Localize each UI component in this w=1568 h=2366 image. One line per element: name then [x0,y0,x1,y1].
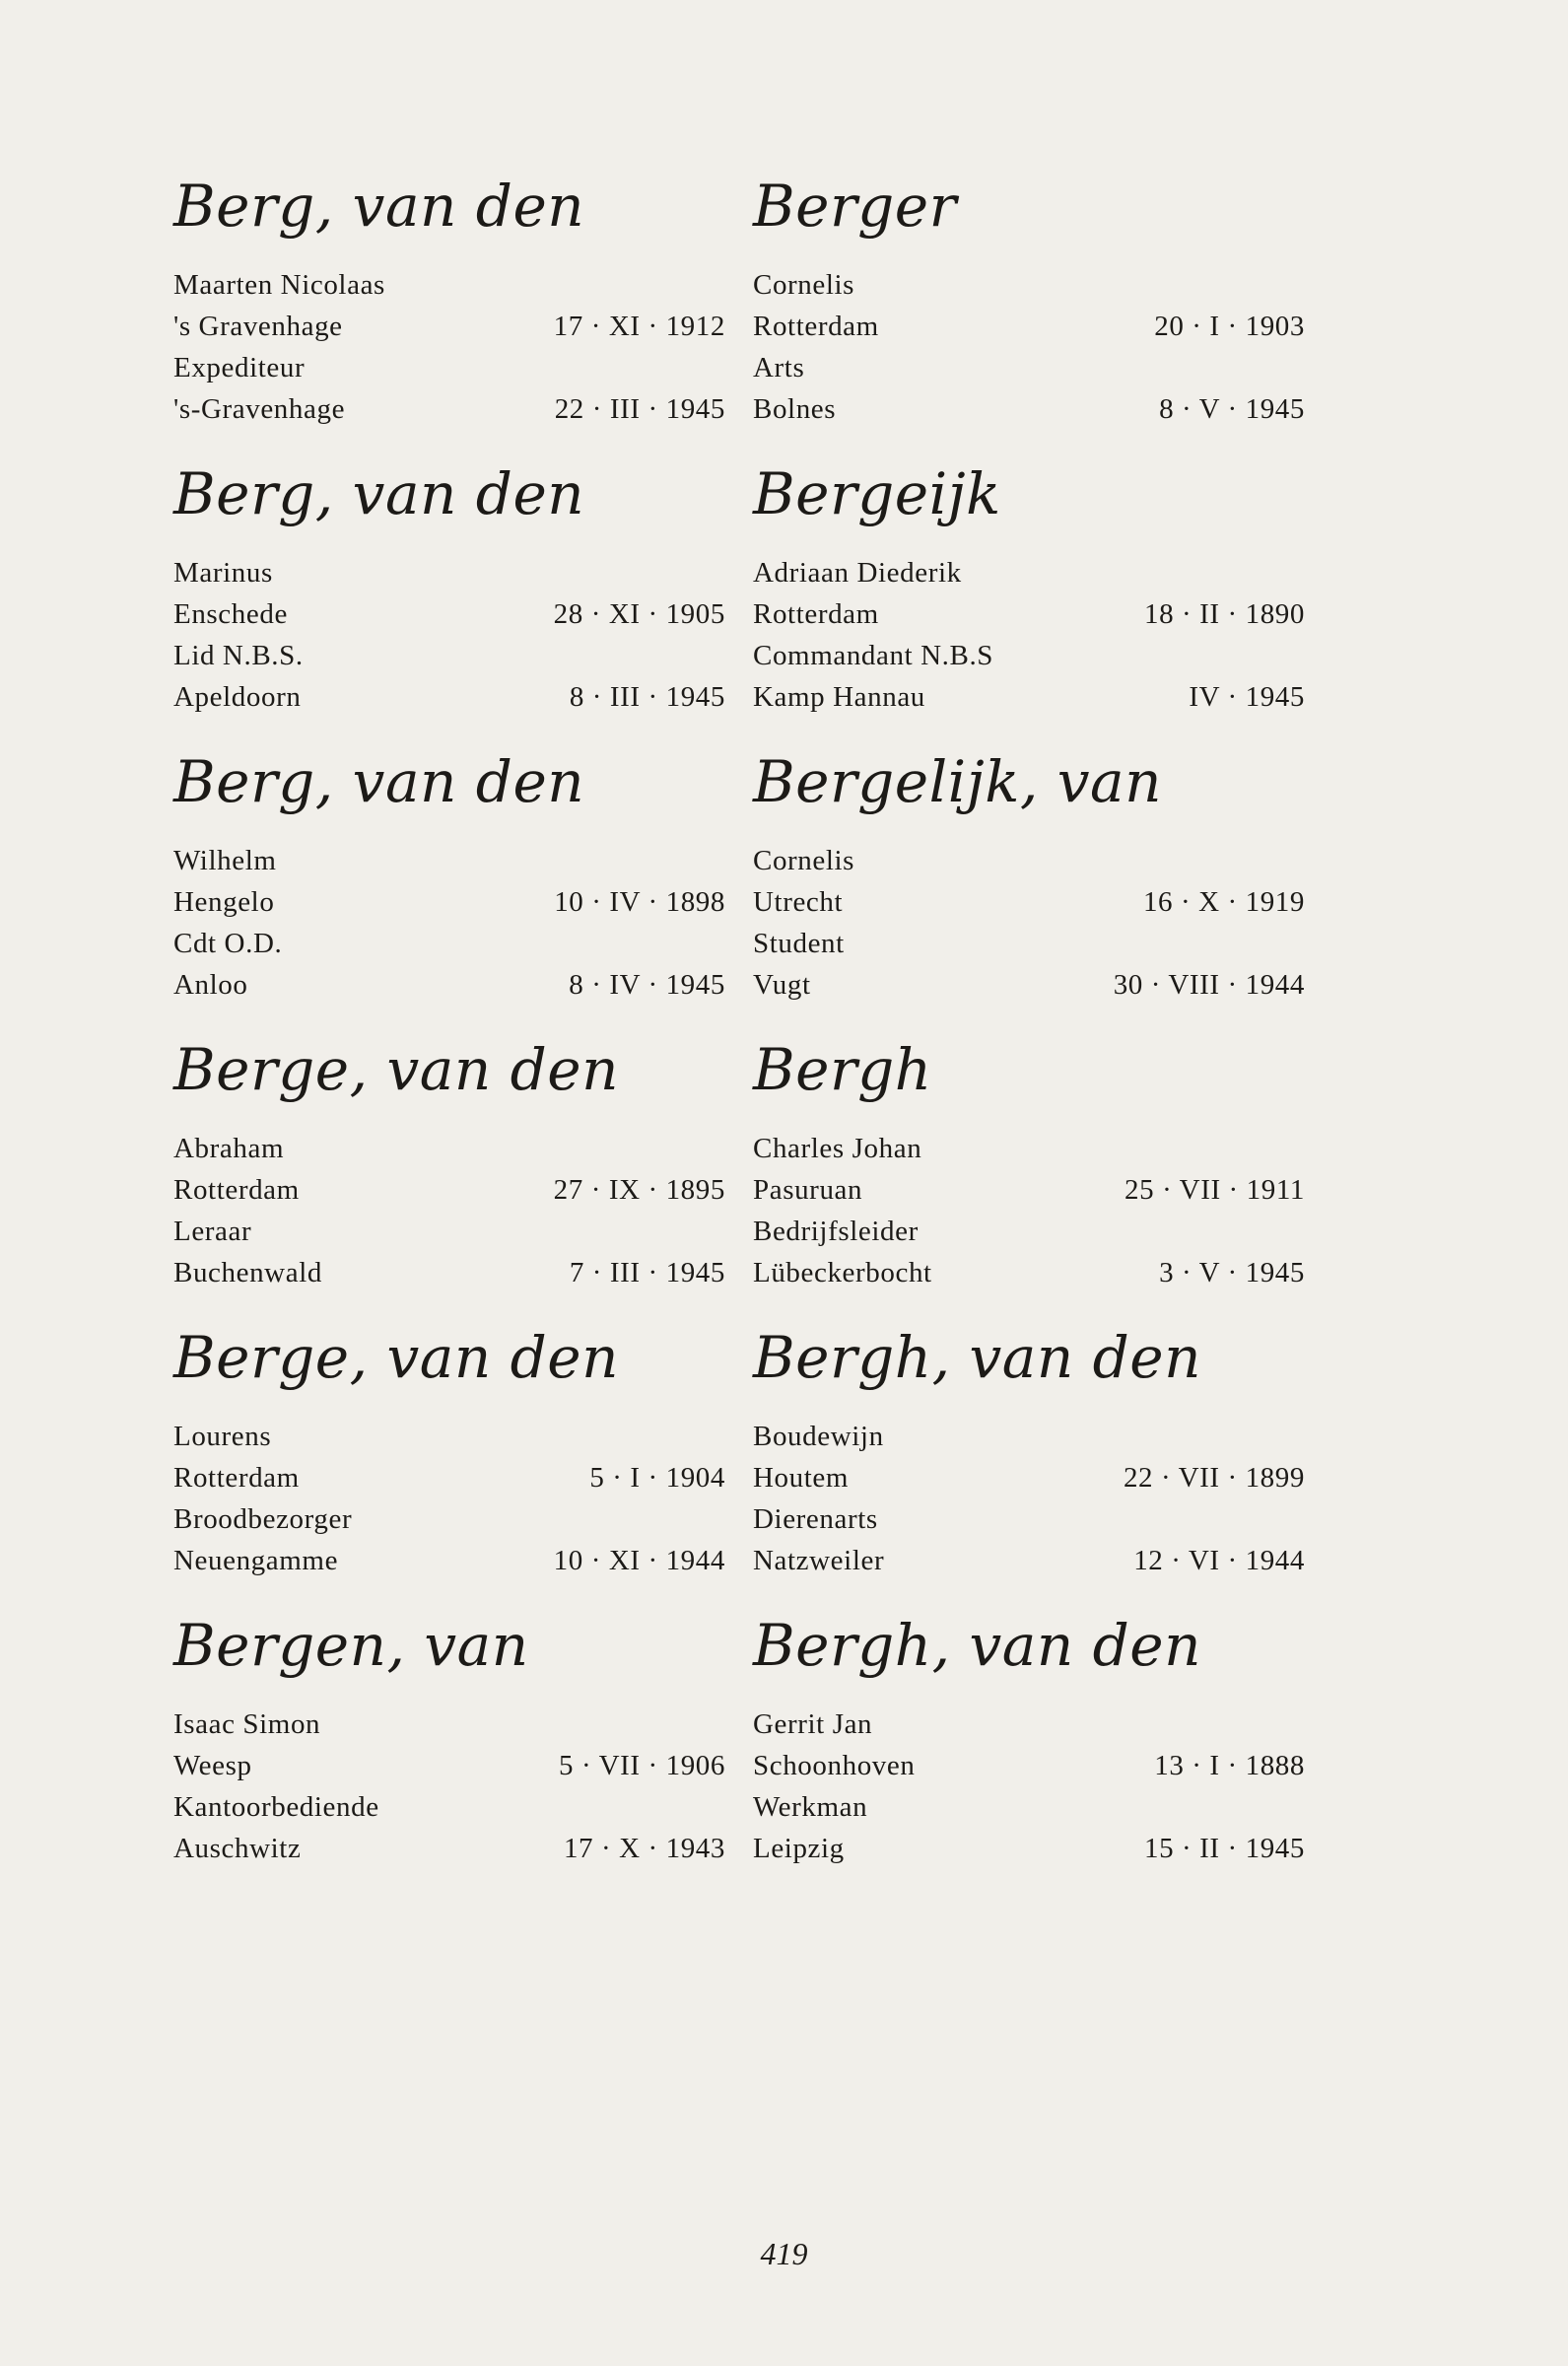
occupation: Student [753,928,845,959]
occupation: Cdt O.D. [173,928,283,959]
birth-place: Rotterdam [173,1174,300,1206]
occupation-line [753,1498,1305,1540]
given-names-line [173,1704,725,1745]
surname-heading: Bergeijk [753,460,1001,527]
birth-date: 27 · IX · 1895 [553,1174,725,1206]
occupation: Expediteur [173,352,306,383]
occupation: Leraar [173,1216,252,1247]
surname-heading: Berge, van den [173,1036,619,1103]
occupation: Kantoorbediende [173,1791,379,1823]
occupation-line [753,923,1305,964]
death-date: 30 · VIII · 1944 [1113,969,1305,1001]
name-entry [173,166,725,453]
surname-heading: Berg, van den [173,460,585,527]
death-date: 22 · III · 1945 [554,393,725,425]
death-place: Bolnes [753,393,837,425]
given-names-line [753,840,1305,881]
birth-place: Weesp [173,1750,252,1781]
name-entry [753,1317,1305,1605]
occupation-line [753,1211,1305,1252]
birth-date: 5 · VII · 1906 [559,1750,725,1781]
death-date: 17 · X · 1943 [563,1833,725,1864]
name-entry [753,166,1305,453]
surname-heading: Berg, van den [173,173,585,240]
right-column [753,166,1305,1893]
birth-place: Hengelo [173,886,275,918]
death-date: 15 · II · 1945 [1143,1833,1305,1864]
birth-date: 13 · I · 1888 [1154,1750,1305,1781]
birth-place: Rotterdam [173,1462,300,1494]
birth-place: Pasuruan [753,1174,863,1206]
given-names: Cornelis [753,845,855,876]
occupation-line [173,1211,725,1252]
death-place: Apeldoorn [173,681,302,713]
given-names-line [173,1128,725,1169]
birth-place: Rotterdam [753,598,879,630]
birth-date: 17 · XI · 1912 [553,311,725,342]
death-line [173,1252,725,1293]
name-entry [173,1317,725,1605]
occupation-line [753,347,1305,388]
birth-line [173,1745,725,1786]
given-names: Isaac Simon [173,1708,321,1740]
death-line [173,388,725,430]
birth-line [173,881,725,923]
given-names: Marinus [173,557,273,589]
birth-line [753,593,1305,635]
death-line [173,1828,725,1869]
death-date: 8 · III · 1945 [569,681,725,713]
birth-line [173,593,725,635]
page-number: 419 [760,2236,808,2271]
given-names: Adriaan Diederik [753,557,962,589]
name-entry [753,1029,1305,1317]
name-entry [173,1605,725,1893]
occupation: Arts [753,352,805,383]
given-names-line [173,1416,725,1457]
name-entry [753,453,1305,741]
given-names-line [753,1128,1305,1169]
death-place: Buchenwald [173,1257,322,1288]
occupation: Broodbezorger [173,1503,353,1535]
birth-line [173,1457,725,1498]
death-date: 12 · VI · 1944 [1133,1545,1305,1576]
death-place: Anloo [173,969,248,1001]
death-place: Vugt [753,969,811,1001]
birth-place: Rotterdam [753,311,879,342]
given-names: Abraham [173,1133,285,1164]
surname-heading: Berge, van den [173,1324,619,1391]
death-line [753,1828,1305,1869]
name-entry [173,453,725,741]
death-date: 3 · V · 1945 [1159,1257,1305,1288]
birth-date: 25 · VII · 1911 [1125,1174,1305,1206]
left-column [173,166,725,1893]
occupation-line [173,635,725,676]
given-names-line [173,840,725,881]
birth-line [173,1169,725,1211]
death-date: 10 · XI · 1944 [553,1545,725,1576]
birth-place: Schoonhoven [753,1750,916,1781]
name-entry [753,1605,1305,1893]
surname-heading: Bergh, van den [753,1612,1201,1679]
occupation: Dierenarts [753,1503,878,1535]
given-names-line [173,264,725,306]
given-names: Lourens [173,1421,272,1452]
birth-place: Houtem [753,1462,850,1494]
given-names: Maarten Nicolaas [173,269,385,301]
birth-date: 16 · X · 1919 [1142,886,1305,918]
birth-date: 10 · IV · 1898 [554,886,725,918]
name-entry [173,741,725,1029]
surname-heading: Berg, van den [173,748,585,815]
birth-line [753,1169,1305,1211]
birth-place: Utrecht [753,886,844,918]
death-line [753,1540,1305,1581]
birth-place: Enschede [173,598,288,630]
occupation: Werkman [753,1791,868,1823]
death-place: Kamp Hannau [753,681,925,713]
given-names-line [753,1704,1305,1745]
surname-heading: Bergelijk, van [753,748,1162,815]
birth-line [753,306,1305,347]
given-names: Charles Johan [753,1133,922,1164]
occupation: Lid N.B.S. [173,640,304,671]
birth-date: 20 · I · 1903 [1154,311,1305,342]
death-date: 8 · IV · 1945 [569,969,725,1001]
given-names: Gerrit Jan [753,1708,873,1740]
death-line [173,1540,725,1581]
death-date: IV · 1945 [1189,681,1305,713]
occupation: Commandant N.B.S [753,640,994,671]
death-place: Leipzig [753,1833,845,1864]
occupation-line [753,635,1305,676]
birth-line [753,1745,1305,1786]
birth-date: 22 · VII · 1899 [1123,1462,1305,1494]
birth-place: 's Gravenhage [173,311,343,342]
death-date: 8 · V · 1945 [1159,393,1305,425]
death-line [173,676,725,718]
death-place: Neuengamme [173,1545,339,1576]
name-entry [753,741,1305,1029]
death-line [753,964,1305,1006]
occupation: Bedrijfsleider [753,1216,919,1247]
birth-line [753,1457,1305,1498]
occupation-line [173,1786,725,1828]
given-names: Boudewijn [753,1421,884,1452]
name-entry [173,1029,725,1317]
occupation-line [753,1786,1305,1828]
death-line [753,388,1305,430]
given-names: Cornelis [753,269,855,301]
death-place: Auschwitz [173,1833,302,1864]
birth-date: 28 · XI · 1905 [553,598,725,630]
birth-line [753,881,1305,923]
birth-date: 18 · II · 1890 [1143,598,1305,630]
surname-heading: Bergh [753,1036,932,1103]
given-names-line [753,264,1305,306]
surname-heading: Bergen, van [173,1612,529,1679]
given-names-line [173,552,725,593]
given-names: Wilhelm [173,845,277,876]
occupation-line [173,923,725,964]
death-line [173,964,725,1006]
surname-heading: Berger [753,173,957,240]
occupation-line [173,347,725,388]
birth-line [173,306,725,347]
death-place: Natzweiler [753,1545,885,1576]
occupation-line [173,1498,725,1540]
death-date: 7 · III · 1945 [569,1257,725,1288]
given-names-line [753,552,1305,593]
birth-date: 5 · I · 1904 [589,1462,725,1494]
given-names-line [753,1416,1305,1457]
surname-heading: Bergh, van den [753,1324,1201,1391]
death-place: Lübeckerbocht [753,1257,932,1288]
death-place: 's-Gravenhage [173,393,346,425]
death-line [753,676,1305,718]
death-line [753,1252,1305,1293]
